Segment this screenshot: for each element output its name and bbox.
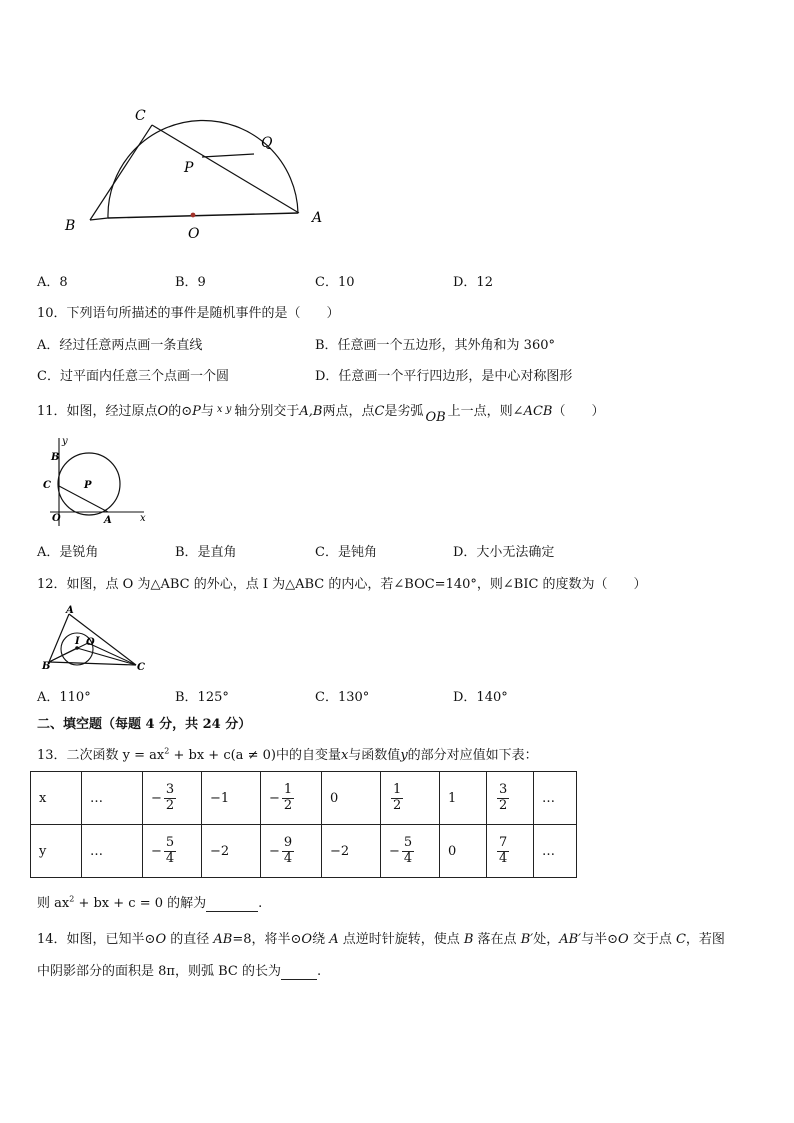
cell-value: x bbox=[39, 790, 47, 806]
label-y: y bbox=[62, 436, 68, 447]
denominator: 4 bbox=[499, 850, 508, 866]
table-cell bbox=[381, 825, 440, 878]
table-cell bbox=[487, 825, 534, 878]
cell-value: y bbox=[39, 843, 47, 859]
label-a: A bbox=[66, 605, 74, 616]
table-cell bbox=[322, 772, 381, 825]
q14-ab: AB bbox=[213, 932, 233, 947]
seg-bo bbox=[49, 643, 88, 662]
table-cell bbox=[322, 825, 381, 878]
q12-option-d[interactable]: D．140° bbox=[453, 690, 508, 705]
segment-ba bbox=[90, 218, 108, 220]
label-i: I bbox=[75, 636, 80, 647]
numerator: 1 bbox=[393, 781, 402, 797]
label-c: C bbox=[43, 480, 51, 491]
cell-value: 0 bbox=[448, 843, 457, 859]
q14-t3: =8，将半⊙ bbox=[232, 932, 302, 947]
q14-l2: 中阴影部分的面积是 8π，则弧 BC 的长为 bbox=[37, 964, 281, 979]
fraction bbox=[497, 783, 509, 814]
label-a: A bbox=[104, 515, 112, 526]
q13-text-5: 与函数值 bbox=[348, 748, 401, 763]
numerator: 7 bbox=[499, 834, 508, 850]
q13-after-sup: 2 bbox=[69, 894, 75, 904]
q14-c: C bbox=[675, 932, 686, 947]
q11-text-7: 上一点，则 bbox=[447, 404, 513, 419]
denominator: 4 bbox=[283, 850, 293, 866]
denominator: 4 bbox=[403, 850, 413, 866]
q13-after-1: 则 ax bbox=[37, 896, 70, 911]
q11-arc-ob: OB bbox=[425, 410, 446, 425]
table-cell bbox=[31, 772, 82, 825]
cell-value: … bbox=[90, 843, 103, 859]
q12-stem: 12．如图，点 O 为△ABC 的外心，点 I 为△ABC 的内心，若∠BOC=140°，则∠BIC 的度数为（ ） bbox=[37, 577, 647, 592]
q14-t7: 处， bbox=[533, 932, 560, 947]
label-p: P bbox=[84, 480, 92, 491]
q13-answer-blank[interactable] bbox=[206, 896, 258, 912]
fraction-value bbox=[389, 783, 403, 814]
q11-xy: x y bbox=[216, 404, 232, 415]
cell-value: −2 bbox=[210, 843, 230, 859]
q14-answer-blank[interactable] bbox=[281, 964, 317, 980]
fraction bbox=[282, 836, 294, 867]
fraction-sign: − bbox=[151, 843, 162, 859]
cell-value: 0 bbox=[330, 790, 339, 806]
q13-text-4: 中的自变量 bbox=[275, 748, 341, 763]
fraction-sign: − bbox=[269, 790, 280, 806]
table-cell bbox=[534, 772, 577, 825]
fraction bbox=[497, 836, 509, 867]
label-b: B bbox=[42, 661, 51, 672]
label-x: x bbox=[140, 513, 146, 524]
q11-p: P bbox=[192, 404, 201, 419]
table-cell bbox=[82, 825, 143, 878]
label-o: O bbox=[188, 226, 200, 242]
denominator: 2 bbox=[393, 797, 402, 813]
q14-bp: B′ bbox=[520, 932, 534, 947]
table-cell bbox=[440, 772, 487, 825]
table-cell bbox=[143, 772, 202, 825]
q10-option-d[interactable]: D．任意画一个平行四边形，是中心对称图形 bbox=[315, 369, 573, 384]
segment-pq bbox=[202, 154, 254, 157]
q11-option-a[interactable]: A．是锐角 bbox=[37, 545, 99, 560]
center-point-o bbox=[191, 213, 196, 218]
table-cell bbox=[440, 825, 487, 878]
section-heading: 二、填空题（每题 4 分，共 24 分） bbox=[37, 717, 252, 732]
q11-figure bbox=[38, 432, 156, 528]
q11-option-b[interactable]: B．是直角 bbox=[175, 545, 237, 560]
q14-line-1 bbox=[37, 928, 725, 947]
side-bc bbox=[49, 662, 136, 665]
label-b: B bbox=[51, 452, 60, 463]
label-a: A bbox=[312, 210, 323, 226]
table-cell bbox=[202, 825, 261, 878]
cell-value: −1 bbox=[210, 790, 230, 806]
q14-t4: 绕 bbox=[312, 932, 330, 947]
fraction bbox=[164, 783, 176, 814]
q11-text-3: 与 bbox=[200, 404, 214, 419]
q14-o3: O bbox=[618, 932, 629, 947]
q11-o: O bbox=[157, 404, 169, 419]
q11-text-1: 11．如图，经过原点 bbox=[37, 404, 158, 419]
table-row bbox=[31, 772, 577, 825]
q9-option-b[interactable]: B．9 bbox=[175, 275, 206, 290]
table-cell bbox=[261, 825, 322, 878]
q14-a: A bbox=[329, 932, 339, 947]
q9-figure bbox=[55, 100, 345, 245]
q13-text-3: (a ≠ 0) bbox=[230, 748, 276, 763]
label-q: Q bbox=[261, 135, 273, 151]
q9-option-d[interactable]: D．12 bbox=[453, 275, 493, 290]
q14-b: B bbox=[463, 932, 474, 947]
q14-o2: O bbox=[301, 932, 313, 947]
label-b: B bbox=[65, 218, 76, 234]
q9-option-c[interactable]: C．10 bbox=[315, 275, 355, 290]
q11-c: C bbox=[374, 404, 385, 419]
q13-after-2: + bx + c = 0 的解为 bbox=[74, 896, 207, 911]
cell-value: 1 bbox=[448, 790, 457, 806]
numerator: 9 bbox=[283, 834, 293, 850]
q11-text-5: 两点，点 bbox=[322, 404, 375, 419]
fraction-sign: − bbox=[269, 843, 280, 859]
table-cell bbox=[31, 825, 82, 878]
q11-ab: A,B bbox=[299, 404, 323, 419]
label-o: O bbox=[86, 637, 95, 648]
q10-option-a[interactable]: A．经过任意两点画一条直线 bbox=[37, 338, 203, 353]
denominator: 2 bbox=[499, 797, 508, 813]
label-c: C bbox=[135, 108, 146, 124]
fraction-value bbox=[495, 783, 509, 814]
segment-bc bbox=[90, 125, 152, 220]
fraction bbox=[391, 783, 403, 814]
fraction-sign: − bbox=[151, 790, 162, 806]
q9-option-a[interactable]: A．8 bbox=[37, 275, 68, 290]
q11-option-d[interactable]: D．大小无法确定 bbox=[453, 545, 555, 560]
fraction bbox=[402, 836, 414, 867]
q11-text-4: 轴分别交于 bbox=[234, 404, 300, 419]
numerator: 3 bbox=[499, 781, 508, 797]
cell-value: … bbox=[90, 790, 103, 806]
q14-t6: 落在点 bbox=[473, 932, 521, 947]
fraction-sign: − bbox=[389, 843, 400, 859]
numerator: 5 bbox=[403, 834, 413, 850]
q13-answer-line bbox=[37, 892, 262, 912]
label-o: O bbox=[52, 513, 61, 524]
q13-stem bbox=[37, 744, 538, 763]
q14-t10: ，若图 bbox=[685, 932, 725, 947]
q11-option-c[interactable]: C．是钝角 bbox=[315, 545, 377, 560]
q12-figure bbox=[40, 604, 155, 672]
fraction-value bbox=[389, 836, 414, 867]
q11-angle: ∠ACB bbox=[512, 404, 553, 419]
fraction bbox=[282, 783, 294, 814]
q14-t2: 的直径 bbox=[166, 932, 214, 947]
fraction-value bbox=[269, 836, 294, 867]
table-cell bbox=[143, 825, 202, 878]
q13-text-2: + bx + c bbox=[169, 748, 231, 763]
cell-value: −2 bbox=[330, 843, 350, 859]
q10-option-c[interactable]: C．过平面内任意三个点画一个圆 bbox=[37, 369, 229, 384]
diameter-line bbox=[108, 213, 298, 218]
q10-stem: 10．下列语句所描述的事件是随机事件的是（ ） bbox=[37, 306, 340, 321]
q12-option-c[interactable]: C．130° bbox=[315, 690, 370, 705]
denominator: 2 bbox=[165, 797, 175, 813]
table-cell bbox=[82, 772, 143, 825]
q12-option-b[interactable]: B．125° bbox=[175, 690, 229, 705]
q11-stem bbox=[37, 400, 605, 425]
value-table bbox=[30, 771, 577, 878]
numerator: 3 bbox=[165, 781, 175, 797]
cell-value: … bbox=[542, 790, 555, 806]
q13-after-3: . bbox=[258, 896, 263, 911]
fraction-value bbox=[269, 783, 294, 814]
table-cell bbox=[202, 772, 261, 825]
q12-option-a[interactable]: A．110° bbox=[37, 690, 91, 705]
q13-y: y bbox=[400, 748, 408, 763]
cell-value: … bbox=[542, 843, 555, 859]
fraction-value bbox=[151, 836, 176, 867]
numerator: 5 bbox=[165, 834, 175, 850]
table-row bbox=[31, 825, 577, 878]
q14-o1: O bbox=[155, 932, 167, 947]
segment-ca bbox=[152, 125, 299, 213]
q14-line-2 bbox=[37, 960, 321, 980]
q14-t1: 14．如图，已知半⊙ bbox=[37, 932, 156, 947]
fraction-value bbox=[151, 783, 176, 814]
denominator: 4 bbox=[165, 850, 175, 866]
q14-t5: 点逆时针旋转，使点 bbox=[338, 932, 464, 947]
q13-text-1: 13．二次函数 y = ax bbox=[37, 748, 165, 763]
q11-text-8: （ ） bbox=[552, 404, 605, 419]
label-p: P bbox=[184, 160, 194, 176]
fraction bbox=[164, 836, 176, 867]
table-cell bbox=[487, 772, 534, 825]
q13-x: x bbox=[340, 748, 349, 763]
denominator: 2 bbox=[283, 797, 293, 813]
fraction-value bbox=[495, 836, 509, 867]
q14-t8: 与半⊙ bbox=[581, 932, 619, 947]
q11-text-6: 是劣弧 bbox=[384, 404, 424, 419]
table-cell bbox=[534, 825, 577, 878]
q11-text-2: 的⊙ bbox=[168, 404, 193, 419]
q14-t9: 交于点 bbox=[628, 932, 676, 947]
q14-abp: AB′ bbox=[559, 932, 582, 947]
q10-option-b[interactable]: B．任意画一个五边形，其外角和为 360° bbox=[315, 338, 555, 353]
numerator: 1 bbox=[283, 781, 293, 797]
q13-text-6: 的部分对应值如下表： bbox=[407, 748, 538, 763]
q13-sup: 2 bbox=[164, 746, 170, 756]
label-c: C bbox=[137, 662, 145, 672]
q14-l2-end: . bbox=[316, 964, 322, 979]
table-cell bbox=[261, 772, 322, 825]
table-cell bbox=[381, 772, 440, 825]
